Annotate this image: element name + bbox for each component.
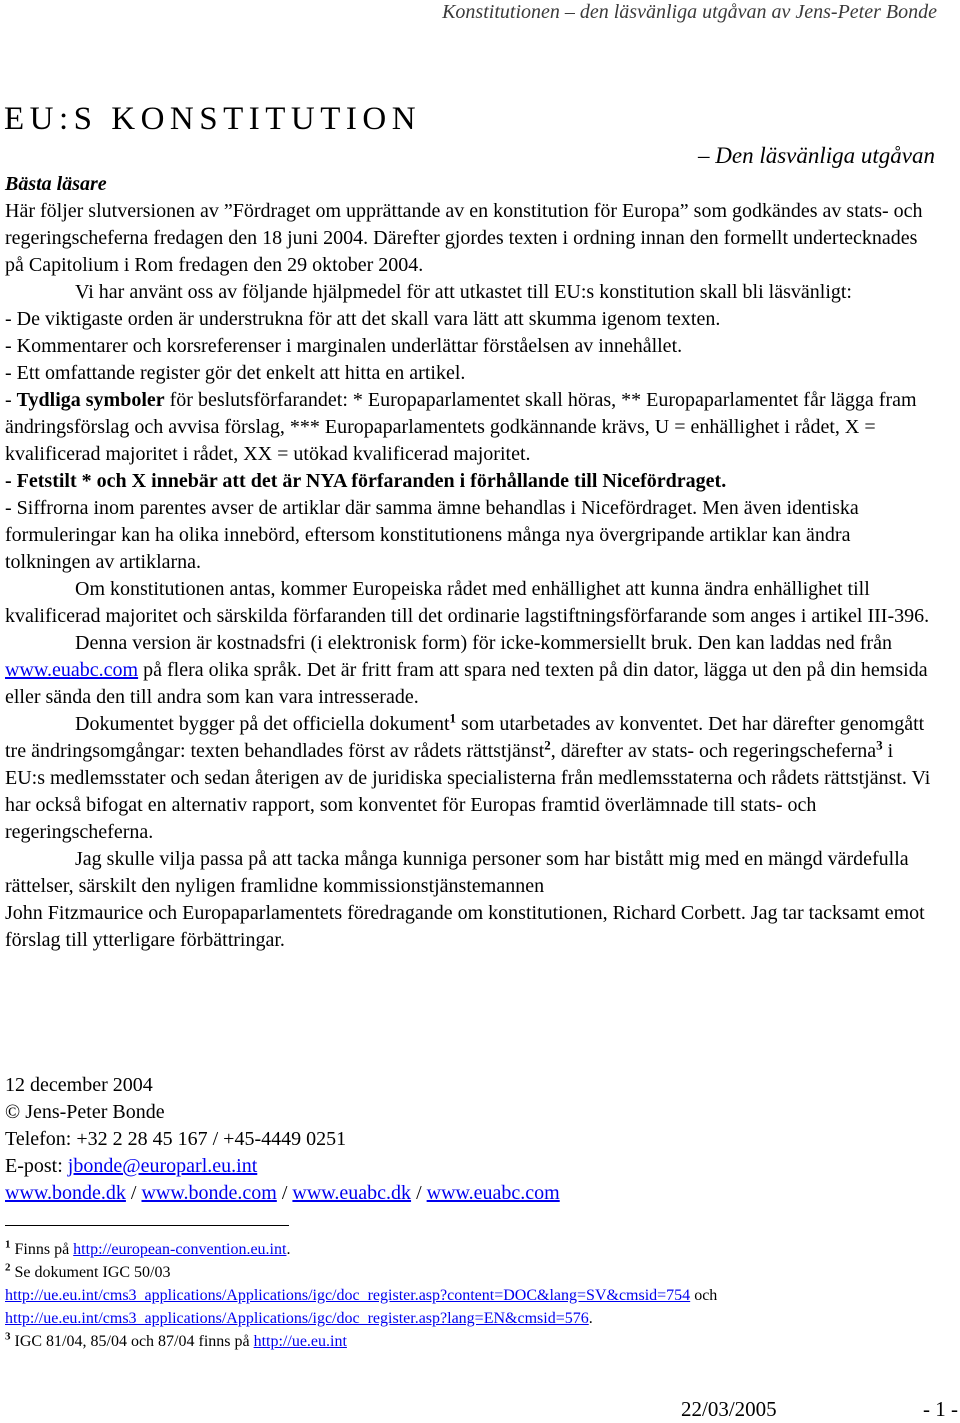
amendment-paragraph: Om konstitutionen antas, kommer Europeiska rådet med enhällighet att kunna ändra enhällighet till kvalificerad majoritet och särskilda förfaranden till det ordinarie lagstiftningsförfarande som anges i artikel III-396. [5, 578, 930, 627]
euabc-link[interactable]: www.euabc.com [5, 659, 139, 681]
footnote-link[interactable]: http://ue.eu.int [253, 1333, 347, 1350]
list-item: - Siffrorna inom parentes avser de artiklar där samma ämne behandlas i Nicefördraget. Men även identiska formuleringar kan ha olika innebörd, eftersom konstitutionens många nya övergripande artiklar kan ändra tolkningen av artiklarna. [5, 497, 859, 573]
list-item: - De viktigaste orden är understrukna för att det skall vara lätt att skumma igenom texten. [5, 308, 721, 330]
footnote: $^1$ Finns på http://european-convention.eu.int. [5, 1238, 291, 1258]
footnote: http://ue.eu.int/cms3_applications/Applications/igc/doc_register.asp?lang=EN&cmsid=576. [5, 1310, 593, 1327]
date: 12 december 2004 [5, 1074, 153, 1096]
phone: Telefon: +32 2 28 45 167 / +45-4449 0251 [5, 1128, 347, 1150]
list-item: - Ett omfattande register gör det enkelt att hitta en artikel. [5, 362, 466, 384]
document-body [5, 171, 937, 954]
email-link[interactable]: jbonde@europarl.eu.int [67, 1155, 258, 1177]
link-bonde-com[interactable]: www.bonde.com [141, 1182, 277, 1204]
signature-block [5, 1072, 937, 1207]
list-item: - Kommentarer och korsreferenser i marginalen underlättar förståelsen av innehållet. [5, 335, 683, 357]
footnote-link[interactable]: http://european-convention.eu.int [73, 1241, 287, 1258]
page-number: - 1 - [923, 1397, 958, 1421]
footnote: http://ue.eu.int/cms3_applications/Applications/igc/doc_register.asp?content=DOC&lang=SV&cmsid=754 och [5, 1287, 718, 1304]
thanks-paragraph: Jag skulle vilja passa på att tacka många kunniga personer som har bistått mig med en mängd värdefulla rättelser, särskilt den nyligen framlidne kommissionstjänstemannen [5, 848, 909, 897]
thanks-paragraph-cont: John Fitzmaurice och Europaparlamentets föredragande om konstitutionen, Richard Corbett. Jag tar tacksamt emot förslag till ytterligare förbättringar. [5, 902, 925, 951]
footnote-separator [5, 1225, 289, 1226]
link-euabc-com[interactable]: www.euabc.com [426, 1182, 560, 1204]
footnote-link[interactable]: http://ue.eu.int/cms3_applications/Applications/igc/doc_register.asp?lang=EN&cmsid=576 [5, 1310, 589, 1327]
list-item: - Fetstilt * och X innebär att det är NYA förfaranden i förhållande till Nicefördraget. [5, 470, 727, 492]
aids-paragraph: Vi har använt oss av följande hjälpmedel för att utkastet till EU:s konstitution skall bli läsvänligt: [75, 281, 852, 303]
document-subtitle: – Den läsvänliga utgåvan [698, 143, 935, 168]
license-paragraph: Denna version är kostnadsfri (i elektronisk form) för icke-kommersiellt bruk. Den kan laddas ned från www.euabc.com på flera olika språk. Det är fritt fram att spara ned texten på din dator, lägga ut den på din hemsida eller sända den till andra som kan vara intresserade. [5, 632, 928, 708]
footer-date: 22/03/2005 [681, 1397, 777, 1421]
footnote-link[interactable]: http://ue.eu.int/cms3_applications/Applications/igc/doc_register.asp?content=DOC&lang=SV&cmsid=754 [5, 1287, 691, 1304]
link-euabc-dk[interactable]: www.euabc.dk [292, 1182, 412, 1204]
running-header: Konstitutionen – den läsvänliga utgåvan av Jens-Peter Bonde [442, 1, 937, 23]
greeting: Bästa läsare [5, 173, 107, 195]
website-links: www.bonde.dk / www.bonde.com / www.euabc.dk / www.euabc.com [5, 1182, 560, 1204]
footnote-ref: 2 [544, 737, 551, 753]
footnote: $^2$ Se dokument IGC 50/03 [5, 1261, 171, 1281]
list-item: - Tydliga symboler för beslutsförfarandet: * Europaparlamentet skall höras, ** Europaparlamentet får lägga fram ändringsförslag och avvisa förslag, *** Europaparlamentets godkännande krävs, U = enhällighet i rådet, X = kvalificerad majoritet i rådet, XX = utökad kvalificerad majoritet. [5, 389, 917, 465]
document-title: EU:S KONSTITUTION [4, 101, 422, 137]
footnote-ref: 1 [449, 710, 457, 726]
footnote: $^3$ IGC 81/04, 85/04 och 87/04 finns på http://ue.eu.int [5, 1330, 347, 1350]
footnotes [5, 1238, 945, 1353]
link-bonde-dk[interactable]: www.bonde.dk [5, 1182, 126, 1204]
author: © Jens-Peter Bonde [5, 1101, 165, 1123]
source-paragraph: Dokumentet bygger på det officiella dokument$^1$ som utarbetades av konventet. Det har därefter genomgått tre ändringsomgångar: texten behandlades först av rådets rättstjänst$^2$, därefter av stats- och regeringscheferna$^3$ i EU:s medlemsstater och sedan återigen av de juridiska specialisterna från medlemsstaterna och rådets rättstjänst. Vi har också bifogat en alternativ rapport, som konventet för Europas framtid överlämnade till stats- och regeringscheferna. [5, 710, 931, 843]
footnote-ref: 3 [876, 737, 883, 753]
email-line: E-post: jbonde@europarl.eu.int [5, 1155, 258, 1177]
intro-paragraph: Här följer slutversionen av ”Fördraget om upprättande av en konstitution för Europa” som godkändes av stats- och regeringscheferna fredagen den 18 juni 2004. Därefter gjordes texten i ordning innan den formellt undertecknades på Capitolium i Rom fredagen den 29 oktober 2004. [5, 200, 923, 276]
